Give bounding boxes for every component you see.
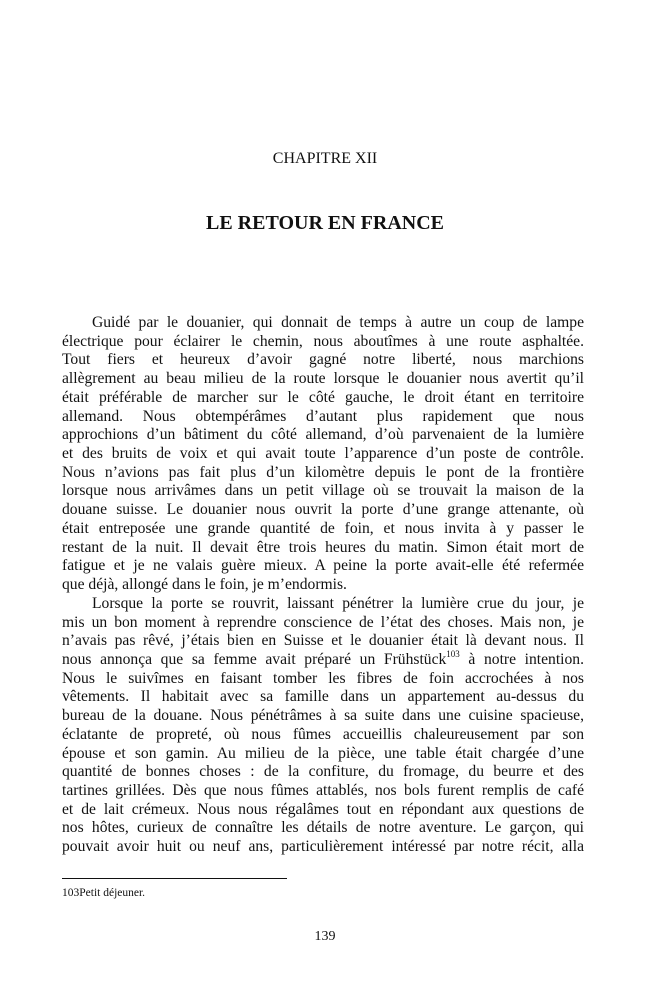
text-line bbox=[62, 333, 584, 352]
text-line bbox=[62, 520, 584, 539]
page-number: 139 bbox=[314, 929, 336, 944]
text-segment: était préférable de marcher sur le côté gauche, le droit étant en territoire bbox=[62, 388, 584, 406]
text-line bbox=[62, 782, 584, 801]
text-segment: et de lait crémeux. Nous nous régalâmes tout en répondant aux questions de bbox=[62, 800, 584, 818]
text-line bbox=[62, 707, 584, 726]
text-line bbox=[62, 648, 584, 670]
text-segment: nos hôtes, curieux de connaître les détails de notre aventure. Le garçon, qui bbox=[62, 819, 584, 837]
text-line bbox=[62, 426, 584, 445]
text-line bbox=[62, 482, 584, 501]
text-segment: électrique pour éclairer le chemin, nous aboutîmes à une route asphaltée. bbox=[62, 332, 584, 350]
footnote-separator bbox=[62, 878, 287, 879]
text-line bbox=[62, 557, 584, 576]
text-line bbox=[62, 445, 584, 464]
text-segment: épouse et son gamin. Au milieu de la pièce, une table était chargée d’une bbox=[62, 744, 584, 762]
text-line bbox=[62, 389, 584, 408]
text-line bbox=[62, 595, 584, 614]
footnote-text: Petit déjeuner. bbox=[79, 887, 146, 899]
text-segment: douane suisse. Le douanier nous ouvrit la porte d’une grange attenante, où bbox=[62, 501, 584, 519]
text-line bbox=[62, 745, 584, 764]
text-line bbox=[62, 614, 584, 633]
text-segment: vêtements. Il habitait avec sa famille dans un appartement au-dessus du bbox=[62, 688, 584, 706]
text-line bbox=[62, 501, 584, 520]
text-segment: approchions d’un bâtiment du côté allemand, d’où parvenaient de la lumière bbox=[62, 426, 584, 444]
text-line bbox=[62, 576, 584, 595]
text-line bbox=[62, 539, 584, 558]
text-segment: n’avais pas rêvé, j’étais bien en Suisse et le douanier était là devant nous. Il bbox=[62, 632, 584, 650]
text-segment: bureau de la douane. Nous pénétrâmes à sa suite dans une cuisine spacieuse, bbox=[62, 707, 584, 725]
text-segment: lorsque nous arrivâmes dans un petit village où se trouvait la maison de la bbox=[62, 482, 584, 500]
text-line bbox=[62, 408, 584, 427]
chapter-title: LE RETOUR EN FRANCE bbox=[206, 212, 444, 234]
text-line bbox=[62, 314, 584, 333]
text-segment: éclatante de propreté, où nous fûmes accueillis chaleureusement par son bbox=[62, 725, 584, 743]
text-segment: fatigue et je ne valais guère mieux. A peine la porte avait-elle été refermée bbox=[62, 557, 584, 575]
text-line bbox=[62, 801, 584, 820]
text-segment: était entreposée une grande quantité de foin, et nous invita à y passer le bbox=[62, 519, 584, 537]
text-line bbox=[62, 726, 584, 745]
footnote-ref: 103 bbox=[446, 648, 460, 659]
text-segment: Guidé par le douanier, qui donnait de temps à autre un coup de lampe bbox=[92, 314, 584, 331]
text-segment: Nous le suivîmes en faisant tomber les fibres de foin accrochées à nos bbox=[62, 669, 584, 687]
text-line bbox=[62, 763, 584, 782]
text-line bbox=[62, 464, 584, 483]
text-segment: pouvait avoir huit ou neuf ans, particulièrement intéressé par notre récit, alla bbox=[62, 838, 584, 856]
text-segment: Nous n’avions pas fait plus d’un kilomètre depuis le pont de la frontière bbox=[62, 463, 584, 481]
text-segment: mis un bon moment à reprendre conscience de l’état des choses. Mais non, je bbox=[62, 613, 584, 631]
text-segment: allègrement au beau milieu de la route lorsque le douanier nous avertit qu’il bbox=[62, 370, 584, 388]
text-line bbox=[62, 632, 584, 651]
text-line bbox=[62, 670, 584, 689]
text-segment: que déjà, allongé dans le foin, je m’endormis. bbox=[62, 576, 347, 594]
text-line bbox=[62, 370, 584, 389]
text-segment: tartines grillées. Dès que nous fûmes attablés, nos bols furent remplis de café bbox=[62, 781, 584, 799]
text-segment: et des bruits de voix et qui avait toute l’apparence d’un poste de contrôle. bbox=[62, 445, 584, 463]
text-segment: restant de la nuit. Il devait être trois heures du matin. Simon était mort de bbox=[62, 538, 584, 556]
chapter-label: CHAPITRE XII bbox=[272, 150, 378, 167]
text-segment: à notre intention. bbox=[459, 650, 584, 668]
text-line bbox=[62, 819, 584, 838]
text-segment: allemand. Nous obtempérâmes d’autant plus rapidement que nous bbox=[62, 407, 584, 425]
footnote bbox=[62, 887, 145, 899]
body-text bbox=[62, 314, 584, 857]
text-segment: Lorsque la porte se rouvrit, laissant pénétrer la lumière crue du jour, je bbox=[92, 594, 584, 612]
text-line bbox=[62, 688, 584, 707]
text-line bbox=[62, 838, 584, 857]
text-segment: nous annonça que sa femme avait préparé un Frühstück bbox=[62, 650, 447, 668]
footnote-number: 103 bbox=[62, 887, 80, 899]
text-line bbox=[62, 351, 584, 370]
text-segment: quantité de bonnes choses : de la confiture, du fromage, du beurre et des bbox=[62, 763, 584, 781]
text-segment: Tout fiers et heureux d’avoir gagné notre liberté, nous marchions bbox=[62, 351, 584, 369]
